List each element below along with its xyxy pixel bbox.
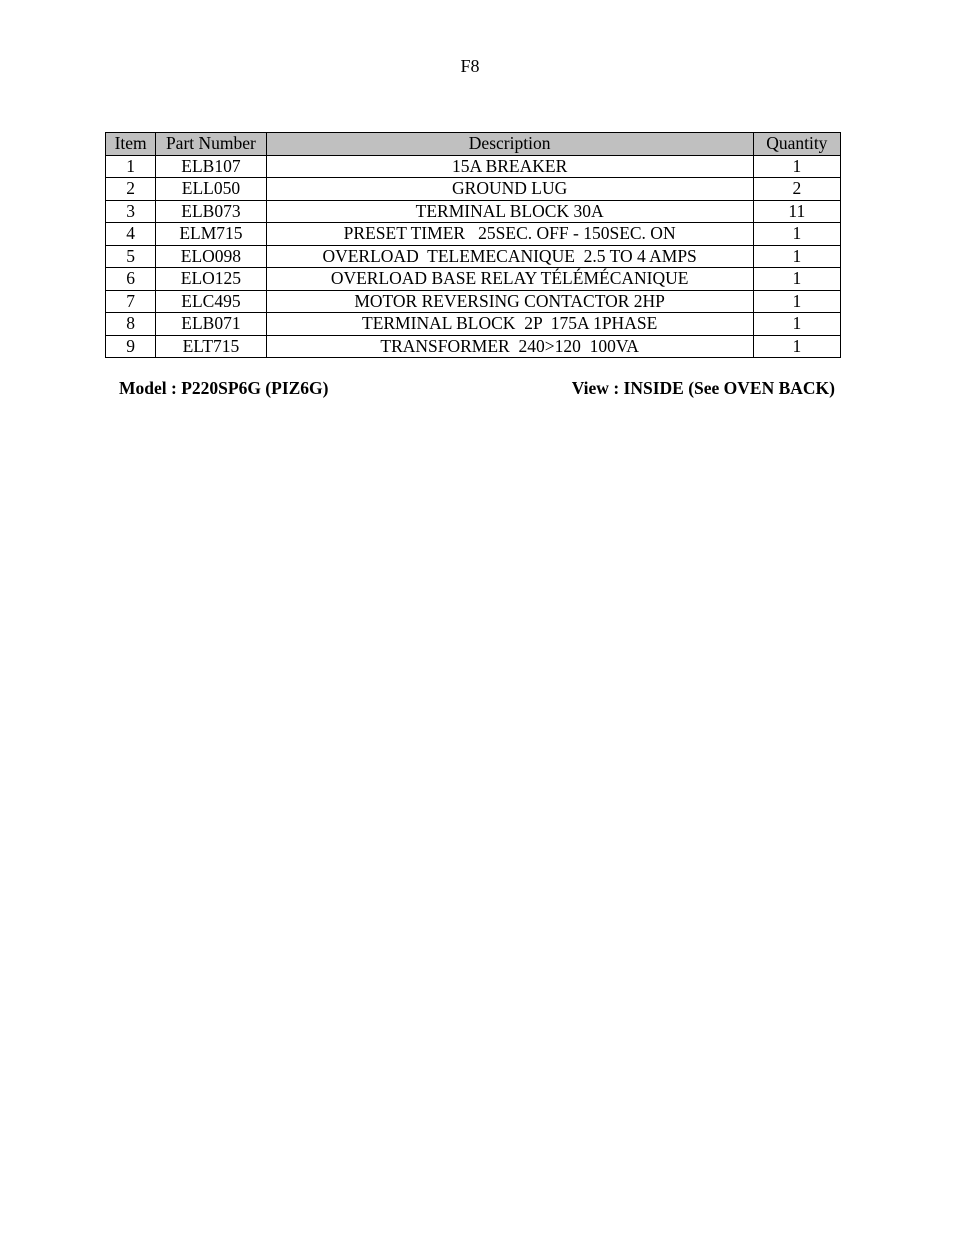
cell-part-number: ELB071 [156,313,266,336]
cell-item: 8 [106,313,156,336]
cell-quantity: 1 [753,335,840,358]
cell-item: 2 [106,178,156,201]
header-description: Description [266,133,753,156]
cell-part-number: ELC495 [156,290,266,313]
cell-quantity: 11 [753,200,840,223]
cell-item: 3 [106,200,156,223]
cell-part-number: ELO125 [156,268,266,291]
table-row [106,313,841,336]
cell-item: 5 [106,245,156,268]
table-row [106,155,841,178]
cell-quantity: 1 [753,313,840,336]
cell-description: MOTOR REVERSING CONTACTOR 2HP [266,290,753,313]
cell-item: 6 [106,268,156,291]
cell-description: OVERLOAD BASE RELAY TÉLÉMÉCANIQUE [266,268,753,291]
cell-part-number: ELB107 [156,155,266,178]
cell-part-number: ELM715 [156,223,266,246]
cell-quantity: 2 [753,178,840,201]
cell-quantity: 1 [753,155,840,178]
cell-description: TERMINAL BLOCK 2P 175A 1PHASE [266,313,753,336]
cell-description: GROUND LUG [266,178,753,201]
header-part-number: Part Number [156,133,266,156]
page-number: F8 [460,56,480,76]
cell-quantity: 1 [753,290,840,313]
model-label: Model : P220SP6G (PIZ6G) [119,378,329,398]
table-row [106,290,841,313]
cell-quantity: 1 [753,268,840,291]
header-quantity: Quantity [753,133,840,156]
cell-part-number: ELT715 [156,335,266,358]
cell-part-number: ELB073 [156,200,266,223]
table-row [106,335,841,358]
table-row [106,245,841,268]
parts-table [105,132,841,358]
cell-part-number: ELL050 [156,178,266,201]
cell-description: OVERLOAD TELEMECANIQUE 2.5 TO 4 AMPS [266,245,753,268]
cell-item: 7 [106,290,156,313]
cell-description: PRESET TIMER 25SEC. OFF - 150SEC. ON [266,223,753,246]
cell-part-number: ELO098 [156,245,266,268]
cell-description: 15A BREAKER [266,155,753,178]
view-label: View : INSIDE (See OVEN BACK) [571,378,835,398]
table-row [106,178,841,201]
table-row [106,200,841,223]
table-row [106,223,841,246]
table-row [106,268,841,291]
table-header-row [106,133,841,156]
cell-item: 1 [106,155,156,178]
cell-item: 9 [106,335,156,358]
cell-description: TERMINAL BLOCK 30A [266,200,753,223]
header-item: Item [106,133,156,156]
cell-quantity: 1 [753,223,840,246]
cell-item: 4 [106,223,156,246]
cell-description: TRANSFORMER 240>120 100VA [266,335,753,358]
cell-quantity: 1 [753,245,840,268]
